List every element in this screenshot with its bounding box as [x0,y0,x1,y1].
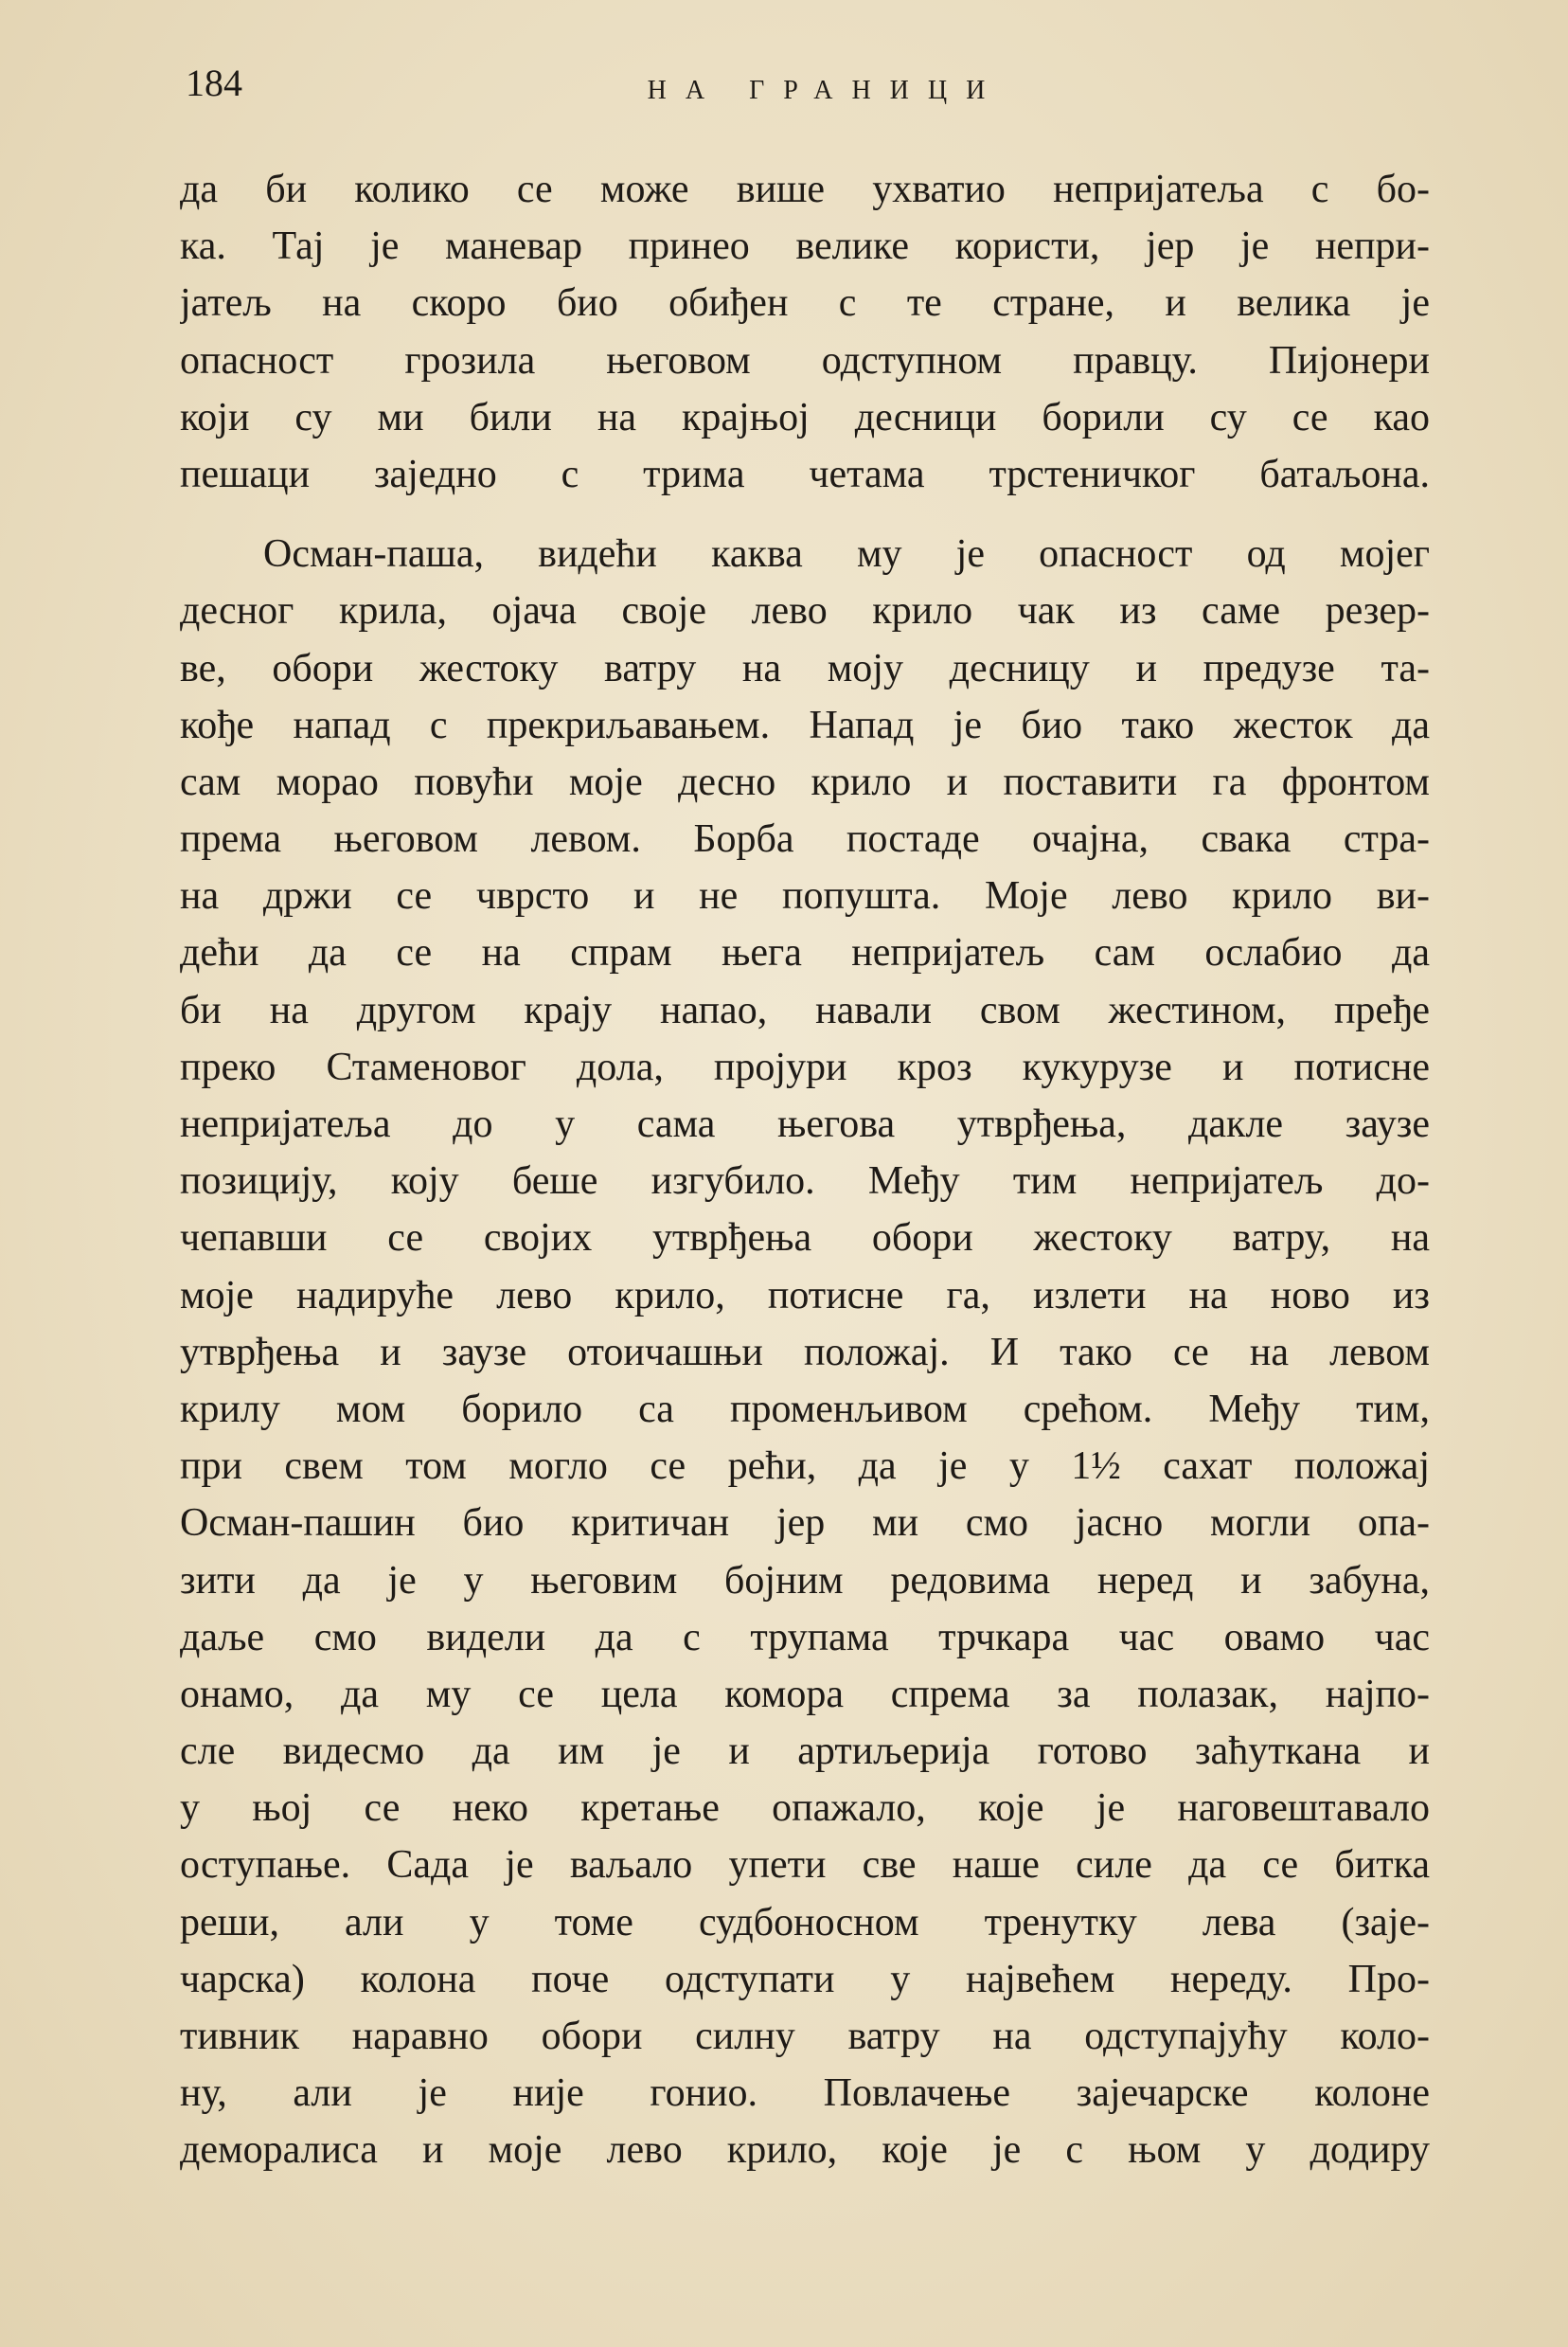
text-line: моје надируће лево крило, потисне га, излети на ново из [180,1273,1430,1317]
text-line: Осман-паша, видећи каква му је опасност од мојег [263,532,1430,577]
text-line: онамо, да му се цела комора спрема за полазак, најпо- [180,1672,1430,1716]
body-text [180,161,1430,2179]
text-line: чепавши се својих утврђења обори жестоку ватру, на [180,1216,1430,1261]
text-line: дећи да се на спрам њега непријатељ сам ослабио да [180,931,1430,976]
text-line: реши, али у томе судбоносном тренутку лева (зaје- [180,1900,1430,1944]
running-title: НА ГРАНИЦИ [647,76,1005,105]
text-line: Осман-пашин био критичан јер ми смо јасно могли опа- [180,1501,1430,1546]
text-line: ве, обори жестоку ватру на моју десницу и предузе та- [180,646,1430,690]
text-line: сам морао повући моје десно крило и поставити га фронтом [180,760,1430,804]
text-line: непријатеља до у сама његова утврђења, дакле заузе [180,1102,1430,1146]
text-line: кође напад с прекриљавањем. Напад је био тако жесток да [180,703,1430,747]
text-line: ну, али је није гонио. Повлачење зајечарске колоне [180,2071,1430,2116]
text-line: деморалиса и моје лево крило, које је с њом у додиру [180,2128,1430,2173]
text-line: према његовом левом. Борба постаде очајна, свака стра- [180,817,1430,862]
text-line: сле видесмо да им је и артиљерија готово заћуткана и [180,1729,1430,1774]
text-line: даље смо видели да с трупама трчкара час овамо час [180,1615,1430,1659]
page-number: 184 [186,62,242,104]
text-line: позицију, коју беше изгубило. Међу тим непријатељ до- [180,1159,1430,1204]
text-line: зити да је у његовим бојним редовима неред и забуна, [180,1558,1430,1603]
text-line: при свем том могло се рећи, да је у 1½ сахат положај [180,1444,1430,1489]
text-line: оступање. Сада је ваљало упети све наше силе да се битка [180,1843,1430,1888]
text-line: ка. Тај је маневар принео велике користи, јер је непри- [180,224,1430,269]
paragraph-gap [180,503,1430,526]
paragraph-2 [180,526,1430,2178]
text-line: десног крила, ојача своје лево крило чак из саме резер- [180,589,1430,634]
text-line: да би колико се може више ухватио непријатеља с бо- [180,168,1430,211]
text-line: тивник наравно обори силну ватру на одступајућу коло- [180,2015,1430,2058]
page-header [186,55,1428,112]
text-line: јатељ на скоро био обиђен с те стране, и велика је [180,281,1430,326]
text-line: опасност грозила његовом одступном правцу. Пијонери [180,338,1430,383]
text-line: би на другом крају напао, навали свом жестином, пређе [180,988,1430,1032]
text-line: крилу мом борило са променљивом срећом. Међу тим, [180,1387,1430,1431]
text-line: пешаци заједно с трима четама трстеничког батаљона. [180,452,1430,496]
text-line: у њој се неко кретање опажало, које је наговештавало [180,1786,1430,1831]
text-line: који су ми били на крајњој десници борили су се као [180,395,1430,439]
text-line: утврђења и заузе отоичашњи положај. И тако се на левом [180,1330,1430,1374]
text-line: чарска) колона поче одступати у највећем нереду. Про- [180,1957,1430,2001]
text-line: на држи се чврсто и не попушта. Моје лево крило ви- [180,874,1430,919]
paragraph-1 [180,161,1430,503]
text-line: преко Стаменовог дола, пројури кроз кукурузе и потисне [180,1045,1430,1089]
